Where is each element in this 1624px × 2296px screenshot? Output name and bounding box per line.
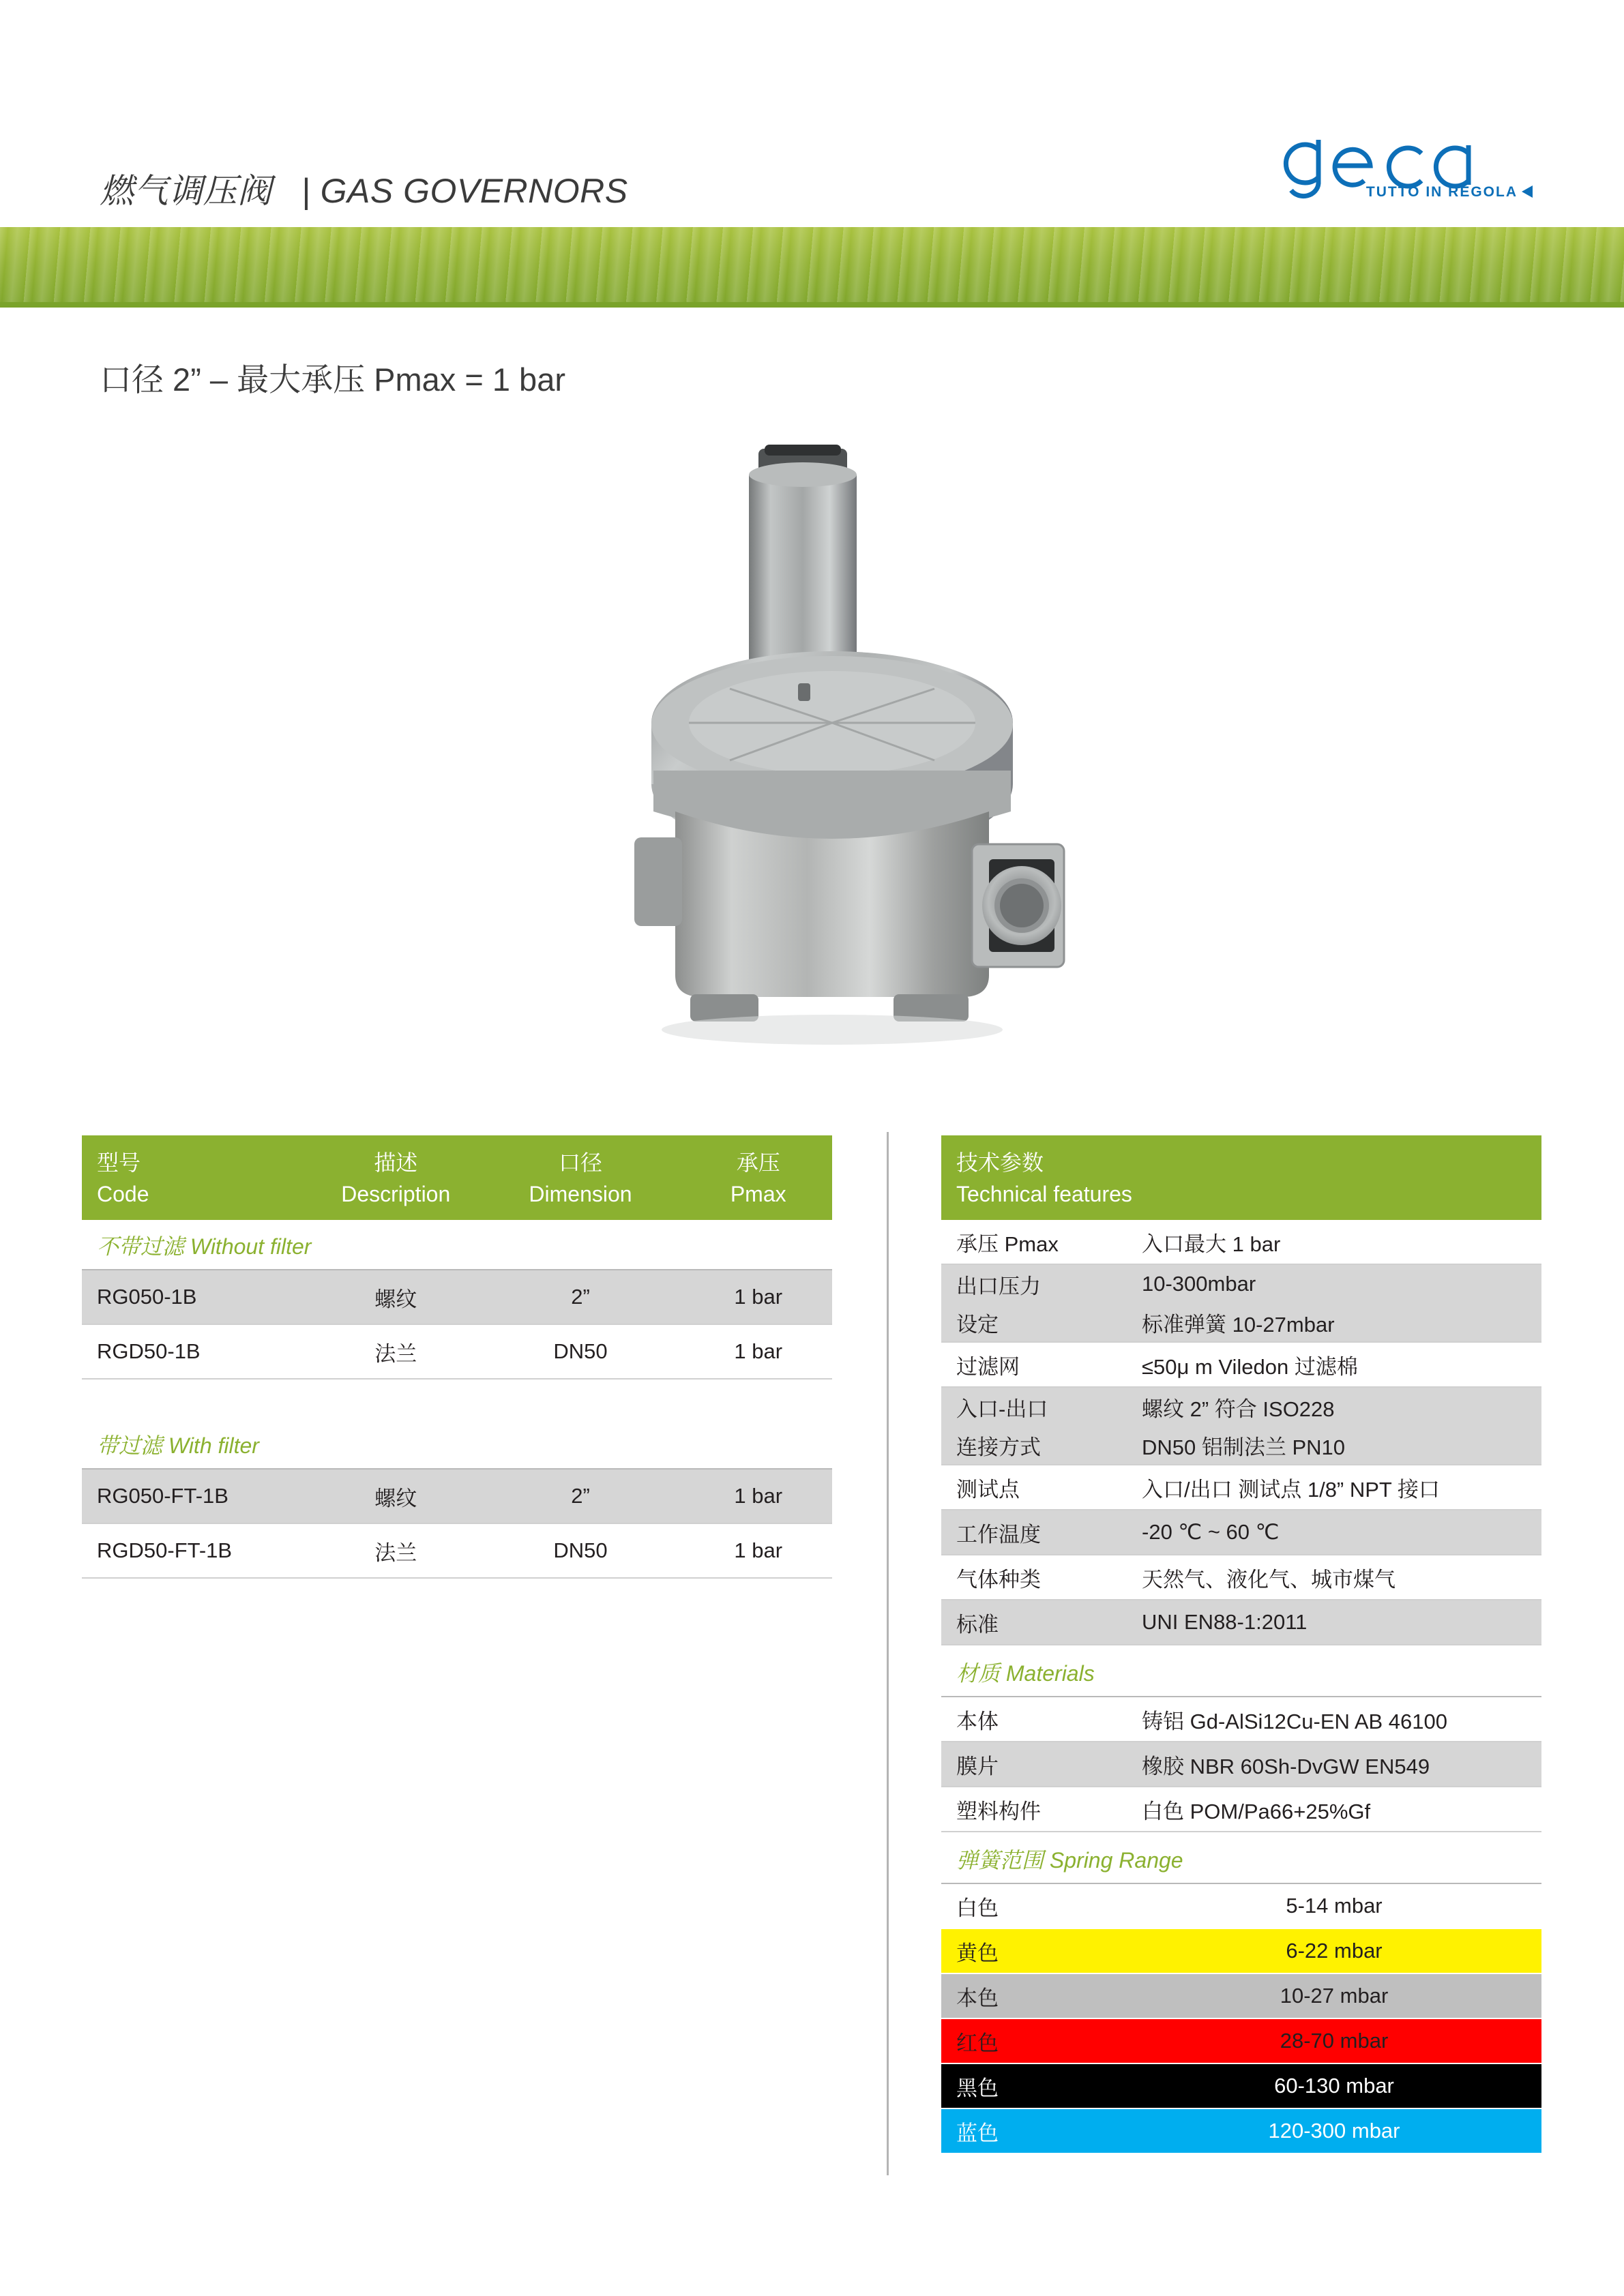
cell-dimension: 2”: [477, 1469, 670, 1523]
vertical-divider: [887, 1132, 889, 2175]
cell-pmax: 1 bar: [669, 1324, 832, 1379]
header-dimension-en: Dimension: [477, 1178, 670, 1220]
cell-code: RG050-FT-1B: [82, 1469, 300, 1523]
material-label: 塑料构件: [941, 1787, 1127, 1832]
tech-label: 连接方式: [941, 1426, 1127, 1465]
header-green-band: [0, 227, 1624, 308]
tech-label: 气体种类: [941, 1555, 1127, 1600]
page-header: [0, 0, 1624, 320]
tech-value: 螺纹 2” 符合 ISO228: [1127, 1387, 1541, 1426]
tech-row-temperature: [941, 1510, 1541, 1555]
table-row: [82, 1270, 832, 1324]
tech-label: 标准: [941, 1600, 1127, 1645]
tech-row-outlet-pressure: [941, 1264, 1541, 1303]
tech-label: 过滤网: [941, 1342, 1127, 1387]
spring-row-red: [941, 2018, 1541, 2063]
material-label: 本体: [941, 1697, 1127, 1742]
table-row: [82, 1523, 832, 1578]
geca-logo: [1276, 113, 1535, 215]
tech-row-connection: [941, 1426, 1541, 1465]
tech-row-inlet-outlet: [941, 1387, 1541, 1426]
product-code-table: [82, 1135, 832, 1579]
tech-label: 测试点: [941, 1465, 1127, 1510]
cell-description: 螺纹: [300, 1469, 477, 1523]
material-row-diaphragm: [941, 1742, 1541, 1787]
cell-dimension: 2”: [477, 1270, 670, 1324]
header-pmax-cn: 承压: [669, 1135, 832, 1178]
product-image: [573, 430, 1091, 1132]
cell-dimension: DN50: [477, 1523, 670, 1578]
cell-code: RGD50-FT-1B: [82, 1523, 300, 1578]
spring-row-blue: [941, 2108, 1541, 2153]
spring-row-white: [941, 1883, 1541, 1928]
header-pmax-en: Pmax: [669, 1178, 832, 1220]
table-spacer: [82, 1379, 832, 1419]
header-dimension-cn: 口径: [477, 1135, 670, 1178]
header-title-en: GAS GOVERNORS: [320, 172, 628, 210]
tech-row-test-point: [941, 1465, 1541, 1510]
tech-value: ≤50μ m Viledon 过滤棉: [1127, 1342, 1541, 1387]
logo-triangle-icon: [1522, 185, 1533, 198]
tech-label: 出口压力: [941, 1264, 1127, 1303]
tech-header-en-row: [941, 1178, 1541, 1220]
table-row: [82, 1469, 832, 1523]
material-label: 膜片: [941, 1742, 1127, 1787]
tech-value: UNI EN88-1:2011: [1127, 1600, 1541, 1645]
tech-label: 工作温度: [941, 1510, 1127, 1555]
tech-header-cn-row: [941, 1135, 1541, 1178]
tech-row-pmax: [941, 1220, 1541, 1264]
material-row-plastic: [941, 1787, 1541, 1832]
tech-label: 承压 Pmax: [941, 1220, 1127, 1264]
tech-value: 标准弹簧 10-27mbar: [1127, 1303, 1541, 1342]
spring-color-name: 红色: [941, 2018, 1127, 2063]
header-title-cn: 燃气调压阀: [100, 172, 272, 210]
tech-row-setting: [941, 1303, 1541, 1342]
spring-color-name: 白色: [941, 1883, 1127, 1928]
cell-pmax: 1 bar: [669, 1469, 832, 1523]
tech-value: 10-300mbar: [1127, 1264, 1541, 1303]
spring-color-name: 黄色: [941, 1928, 1127, 1973]
header-code-cn: 型号: [82, 1135, 300, 1178]
material-value: 白色 POM/Pa66+25%Gf: [1127, 1787, 1541, 1832]
technical-features-table: [941, 1135, 1541, 2154]
page-title: 口径 2” – 最大承压 Pmax = 1 bar: [100, 361, 565, 398]
cell-code: RGD50-1B: [82, 1324, 300, 1379]
cell-code: RG050-1B: [82, 1270, 300, 1324]
tech-row-standard: [941, 1600, 1541, 1645]
tech-value: 入口最大 1 bar: [1127, 1220, 1541, 1264]
spring-range-label: 弹簧范围 Spring Range: [941, 1832, 1541, 1883]
header-code-en: Code: [82, 1178, 300, 1220]
tech-header-cn: 技术参数: [941, 1135, 1541, 1178]
tech-header-en: Technical features: [941, 1178, 1541, 1220]
tech-value: 入口/出口 测试点 1/8” NPT 接口: [1127, 1465, 1541, 1510]
table-header-en: [82, 1178, 832, 1220]
material-value: 橡胶 NBR 60Sh-DvGW EN549: [1127, 1742, 1541, 1787]
tech-value: DN50 铝制法兰 PN10: [1127, 1426, 1541, 1465]
tech-label: 入口-出口: [941, 1387, 1127, 1426]
cell-pmax: 1 bar: [669, 1523, 832, 1578]
spring-range-value: 10-27 mbar: [1127, 1973, 1541, 2018]
tech-value: -20 ℃ ~ 60 ℃: [1127, 1510, 1541, 1555]
tech-row-filter: [941, 1342, 1541, 1387]
spring-label-row: [941, 1832, 1541, 1883]
materials-label: 材质 Materials: [941, 1645, 1541, 1697]
tech-label: 设定: [941, 1303, 1127, 1342]
cell-description: 法兰: [300, 1523, 477, 1578]
group-label-with-filter: 带过滤 With filter: [82, 1419, 832, 1469]
spring-range-value: 60-130 mbar: [1127, 2063, 1541, 2108]
cell-pmax: 1 bar: [669, 1270, 832, 1324]
header-description-cn: 描述: [300, 1135, 477, 1178]
table-row: [82, 1324, 832, 1379]
header-title-separator: |: [301, 172, 311, 210]
materials-label-row: [941, 1645, 1541, 1697]
spring-color-name: 本色: [941, 1973, 1127, 2018]
tech-value: 天然气、液化气、城市煤气: [1127, 1555, 1541, 1600]
group-label-without-filter-row: [82, 1220, 832, 1270]
cell-dimension: DN50: [477, 1324, 670, 1379]
spring-row-black: [941, 2063, 1541, 2108]
spring-range-value: 5-14 mbar: [1127, 1883, 1541, 1928]
header-description-en: Description: [300, 1178, 477, 1220]
cell-description: 螺纹: [300, 1270, 477, 1324]
table-header-cn: [82, 1135, 832, 1178]
spring-range-value: 120-300 mbar: [1127, 2108, 1541, 2153]
cell-description: 法兰: [300, 1324, 477, 1379]
spring-color-name: 黑色: [941, 2063, 1127, 2108]
material-row-body: [941, 1697, 1541, 1742]
tech-row-gas-type: [941, 1555, 1541, 1600]
spring-row-natural: [941, 1973, 1541, 2018]
header-title: [100, 164, 628, 213]
spring-color-name: 蓝色: [941, 2108, 1127, 2153]
material-value: 铸铝 Gd-AlSi12Cu-EN AB 46100: [1127, 1697, 1541, 1742]
spring-range-value: 6-22 mbar: [1127, 1928, 1541, 1973]
spring-row-yellow: [941, 1928, 1541, 1973]
group-label-without-filter: 不带过滤 Without filter: [82, 1220, 832, 1270]
spring-range-value: 28-70 mbar: [1127, 2018, 1541, 2063]
group-label-with-filter-row: [82, 1419, 832, 1469]
logo-tagline: TUTTO IN REGOLA: [1365, 184, 1518, 200]
